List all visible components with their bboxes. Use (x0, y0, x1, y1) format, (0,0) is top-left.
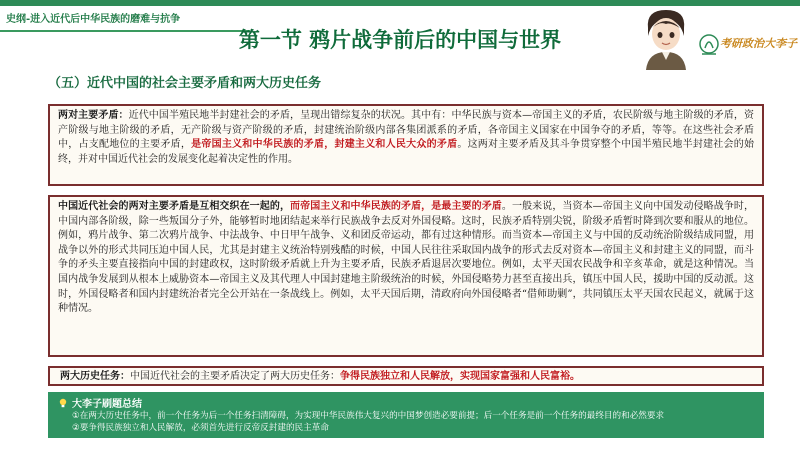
summary-line-1: ①在两大历史任务中，前一个任务为后一个任务扫清障碍，为实现中华民族伟大复兴的中国梦创造必要前提；后一个任务是前一个任务的最终目的和必然要求 (72, 411, 665, 421)
avatar-illustration (640, 6, 692, 70)
main-contradictions-box (48, 104, 764, 186)
box2-lead: 中国近代社会的两对主要矛盾是互相交织在一起的， (58, 201, 291, 212)
section-title: （五）近代中国的社会主要矛盾和两大历史任务 (48, 76, 322, 91)
breadcrumb: 史纲-进入近代后中华民族的磨难与抗争 (6, 14, 181, 25)
page-title: 第一节 鸦片战争前后的中国与世界 (238, 28, 562, 52)
box3-highlight: 争得民族独立和人民解放，实现国家富强和人民富裕。 (340, 371, 580, 382)
box1-text-a: 近代中国半殖民地半封建社会的矛盾，呈现出错综复杂的状况。其中有：中华民族与资本—帝国主义的矛盾，农民阶级与地主阶级的矛盾，资产阶级与地主阶级的矛盾，无产阶级与资产阶级的矛盾，封建统治阶级内部各集团派系的矛盾，各帝国主义国家在中国争夺的矛盾，等等。在这些社会矛盾中，占支配地位的主要矛盾， (58, 110, 755, 151)
summary-line-2: ②要争得民族独立和人民解放，必须首先进行反帝反封建的民主革命 (72, 423, 329, 433)
box1-highlight: 是帝国主义和中华民族的矛盾，封建主义和人民大众的矛盾 (191, 139, 458, 151)
box2-highlight: 而帝国主义和中华民族的矛盾，是最主要的矛盾 (290, 201, 502, 212)
summary-heading: 大李子刷题总结 (72, 399, 142, 410)
brand-name: 考研政治大李子 (720, 37, 797, 50)
box1-label: 两对主要矛盾： (58, 110, 129, 121)
box2-text: 。一般来说，当资本—帝国主义向中国发动侵略战争时，中国内部各阶级，除一些叛国分子外，能够暂时地团结起来举行民族战争去反对外国侵略。这时，民族矛盾特别尖锐，阶级矛盾暂时降到次要和服从的地位。例如，鸦片战争、第二次鸦片战争、中法战争、中日甲午战争、义和团反帝运动，都有过这种情形。而当资本—帝国主义与中国的反动统治阶级结成同盟，用战争以外的形式共同压迫中国人民，尤其是封建主义统治特别残酷的时候，中国人民往往采取国内战争的形式去反对资本—帝国主义和封建主义的同盟，而斗争的矛头主要直接指向中国的封建政权，这时阶级矛盾就上升为主要矛盾，民族矛盾退居次要地位。例如，太平天国农民战争和辛亥革命，就是这种情况。当国内战争发展到从根本上威胁资本—帝国主义及其代理人中国封建地主阶级统治的时候，外国侵略势力甚至直接出兵，镇压中国人民，援助中国的反动派。这时，外国侵略者和国内封建统治者完全公开站在一条战线上。例如，太平天国后期，清政府向外国侵略者“借师助剿”，共同镇压太平天国农民起义，就属于这种情况。 (58, 201, 755, 315)
summary-panel (48, 392, 764, 438)
breadcrumb-underline (0, 30, 250, 32)
box3-label: 两大历史任务： (60, 371, 130, 382)
box3-text: 中国近代社会的主要矛盾决定了两大历史任务： (130, 371, 340, 382)
summary-heading-row (58, 395, 754, 410)
box1-text-b: 。这两对主要矛盾及其斗争贯穿整个中国半殖民地半封建社会的始终，并对中国近代社会的发展变化起着决定性的作用。 (58, 139, 755, 165)
lightbulb-icon (58, 398, 68, 408)
contradiction-relation-box (48, 195, 764, 357)
historical-tasks-box (48, 366, 764, 386)
